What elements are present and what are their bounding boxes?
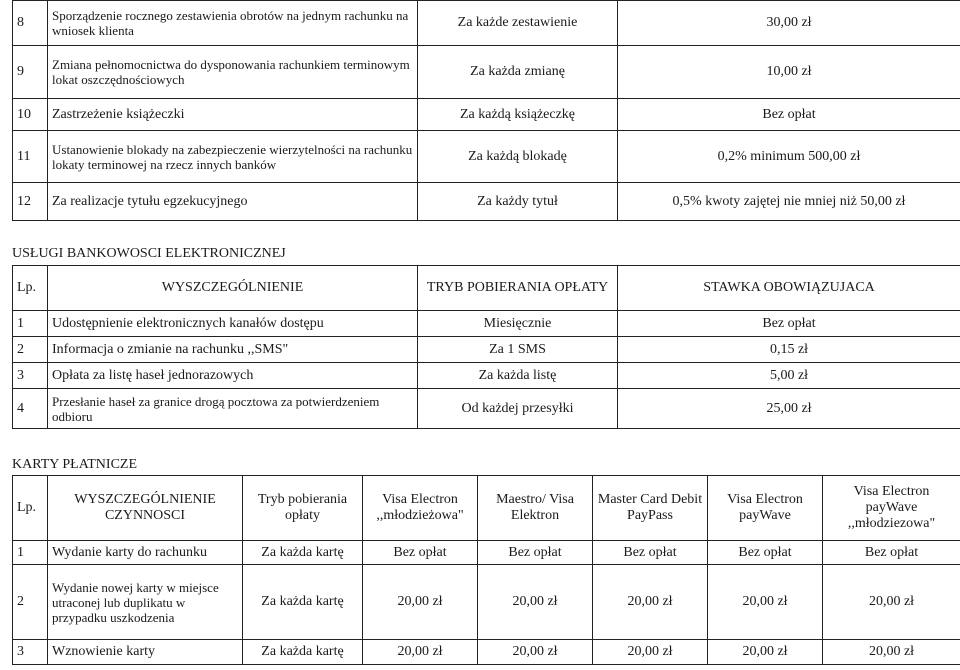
header-description: WYSZCZEGÓLNIENIE CZYNNOSCI [48,476,243,541]
row-number: 11 [13,131,48,183]
table-row [13,131,960,183]
row-number: 1 [13,311,48,337]
row-rate: 20,00 zł [363,565,478,640]
row-description: Za realizacje tytułu egzekucyjnego [48,183,418,221]
row-rate: Bez opłat [478,541,593,565]
section-title-electronic: USŁUGI BANKOWOSCI ELEKTRONICZNEJ [12,246,286,261]
header-card-maestro-visa: Maestro/ Visa Elektron [478,476,593,541]
row-rate: 20,00 zł [708,565,823,640]
table-header [13,266,960,311]
row-number: 12 [13,183,48,221]
row-number: 10 [13,99,48,131]
header-card-mastercard-debit: Master Card Debit PayPass [593,476,708,541]
row-rate: 25,00 zł [618,389,960,429]
header-card-visa-paywave: Visa Electron payWave [708,476,823,541]
row-description: Wydanie karty do rachunku [48,541,243,565]
row-rate: 20,00 zł [363,640,478,665]
header-rate: STAWKA OBOWIĄZUJACA [618,266,960,311]
header-no: Lp. [13,476,48,541]
row-description: Sporządzenie rocznego zestawienia obrotów na jednym rachunku na wniosek klienta [48,1,418,46]
row-mode: Za każde zestawienie [418,1,618,46]
row-rate: 0,5% kwoty zajętej nie mniej niż 50,00 zł [618,183,960,221]
table-row [13,541,960,565]
row-mode: Za każda kartę [243,541,363,565]
table-row [13,337,960,363]
row-rate: Bez opłat [618,99,960,131]
row-rate: 10,00 zł [618,46,960,99]
row-number: 3 [13,640,48,665]
electronic-banking-table [12,265,960,429]
row-rate: 20,00 zł [708,640,823,665]
row-rate: 0,2% minimum 500,00 zł [618,131,960,183]
header-description: WYSZCZEGÓLNIENIE [48,266,418,311]
row-number: 8 [13,1,48,46]
row-mode: Za 1 SMS [418,337,618,363]
row-rate: Bez opłat [363,541,478,565]
row-mode: Za każda zmianę [418,46,618,99]
row-rate: 5,00 zł [618,363,960,389]
row-mode: Za każda kartę [243,640,363,665]
row-number: 9 [13,46,48,99]
header-mode: TRYB POBIERANIA OPŁATY [418,266,618,311]
row-mode: Za każdą książeczkę [418,99,618,131]
row-description: Przesłanie haseł za granice drogą pocztowa za potwierdzeniem odbioru [48,389,418,429]
table-row [13,565,960,640]
table-row [13,389,960,429]
row-description: Zmiana pełnomocnictwa do dysponowania rachunkiem terminowym lokat oszczędnościowych [48,46,418,99]
row-rate: 20,00 zł [478,565,593,640]
table-row [13,363,960,389]
row-rate: 20,00 zł [593,565,708,640]
table-row [13,640,960,665]
row-mode: Za każda listę [418,363,618,389]
row-description: Informacja o zmianie na rachunku ,,SMS" [48,337,418,363]
row-rate: Bez opłat [823,541,960,565]
row-mode: Od każdej przesyłki [418,389,618,429]
row-description: Opłata za listę haseł jednorazowych [48,363,418,389]
header-card-visa-electron-youth: Visa Electron ,,młodzieżowa" [363,476,478,541]
table-row [13,311,960,337]
header-card-visa-paywave-youth: Visa Electron payWave ,,młodziezowa" [823,476,960,541]
table-row [13,1,960,46]
table-header [13,476,960,541]
header-no: Lp. [13,266,48,311]
row-rate: 0,15 zł [618,337,960,363]
row-number: 1 [13,541,48,565]
table-row [13,99,960,131]
row-rate: Bez opłat [708,541,823,565]
row-rate: 20,00 zł [823,640,960,665]
section-title-cards: KARTY PŁATNICZE [12,457,138,472]
row-rate: 20,00 zł [478,640,593,665]
row-description: Wydanie nowej karty w miejsce utraconej lub duplikatu w przypadku uszkodzenia [48,565,243,640]
row-rate: 20,00 zł [593,640,708,665]
fees-table [12,0,960,221]
row-mode: Miesięcznie [418,311,618,337]
row-description: Wznowienie karty [48,640,243,665]
row-mode: Za każda kartę [243,565,363,640]
table-row [13,183,960,221]
row-number: 3 [13,363,48,389]
table-row [13,46,960,99]
row-description: Ustanowienie blokady na zabezpieczenie wierzytelności na rachunku lokaty terminowej na rzecz innych banków [48,131,418,183]
row-rate: 30,00 zł [618,1,960,46]
row-mode: Za każdą blokadę [418,131,618,183]
row-rate: Bez opłat [593,541,708,565]
header-mode: Tryb pobierania opłaty [243,476,363,541]
payment-cards-table [12,475,960,665]
row-description: Udostępnienie elektronicznych kanałów dostępu [48,311,418,337]
row-description: Zastrzeżenie książeczki [48,99,418,131]
row-number: 2 [13,337,48,363]
row-number: 2 [13,565,48,640]
row-rate: Bez opłat [618,311,960,337]
row-rate: 20,00 zł [823,565,960,640]
row-mode: Za każdy tytuł [418,183,618,221]
row-number: 4 [13,389,48,429]
